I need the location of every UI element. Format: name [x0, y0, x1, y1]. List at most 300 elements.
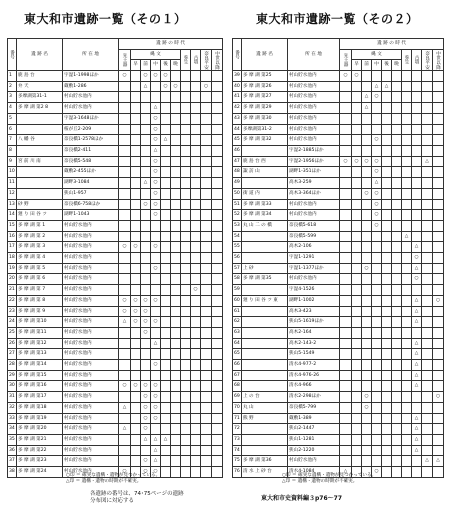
site-name: 街 道 内 [242, 188, 288, 199]
site-name [17, 178, 63, 189]
era-mark: △ [412, 360, 422, 371]
table-row [233, 145, 444, 156]
era-mark [412, 81, 422, 92]
era-mark: ○ [151, 135, 161, 146]
era-mark: △ [412, 349, 422, 360]
era-mark [131, 445, 141, 456]
era-mark [119, 360, 131, 371]
era-mark [191, 178, 201, 189]
era-mark [161, 392, 171, 403]
era-mark [422, 92, 433, 103]
site-number: 3 [8, 92, 17, 103]
era-mark [340, 317, 352, 328]
era-mark [141, 253, 151, 264]
site-location: 清水4-966 [288, 381, 340, 392]
era-mark [372, 124, 382, 135]
era-mark [161, 338, 171, 349]
table-row [233, 113, 444, 124]
era-mark: ○ [151, 360, 161, 371]
site-number: 75 [233, 456, 242, 467]
site-number: 50 [233, 188, 242, 199]
era-mark [131, 360, 141, 371]
era-mark: ○ [141, 295, 151, 306]
era-mark: △ [372, 178, 382, 189]
era-mark [402, 188, 412, 199]
era-mark [433, 113, 444, 124]
era-mark [151, 92, 161, 103]
site-number: 40 [233, 81, 242, 92]
site-number: 13 [8, 199, 17, 210]
era-mark [212, 349, 223, 360]
era-mark: △ [412, 434, 422, 445]
header-preceramic: 先土器 [340, 49, 352, 70]
table-row [233, 338, 444, 349]
era-mark [433, 434, 444, 445]
era-mark [352, 178, 362, 189]
era-mark: △ [382, 81, 392, 92]
era-mark [382, 253, 392, 264]
site-location: 宇湿3-1648ほか [63, 113, 119, 124]
site-number: 58 [233, 274, 242, 285]
era-mark [422, 360, 433, 371]
site-location: 奈良橋5-618 [288, 220, 340, 231]
era-mark [372, 295, 382, 306]
table-row [8, 231, 223, 242]
era-mark [131, 370, 141, 381]
era-mark [151, 253, 161, 264]
era-mark [402, 317, 412, 328]
era-mark [392, 360, 402, 371]
era-mark [402, 113, 412, 124]
site-number: 41 [233, 92, 242, 103]
table-row [233, 392, 444, 403]
site-name: 多 摩 湖 第22 [17, 445, 63, 456]
era-mark [141, 156, 151, 167]
site-number: 67 [233, 370, 242, 381]
era-mark [181, 199, 191, 210]
site-location: 宇湿1-1291 [288, 253, 340, 264]
era-mark: ○ [141, 413, 151, 424]
era-mark [392, 274, 402, 285]
site-location: 高木2-143-2 [288, 338, 340, 349]
era-mark: △ [433, 456, 444, 467]
era-mark: ○ [141, 71, 151, 82]
era-mark [372, 402, 382, 413]
table-row [8, 145, 223, 156]
era-mark [340, 327, 352, 338]
header-site-name: 遺 跡 名 [242, 39, 288, 71]
era-mark [382, 295, 392, 306]
era-mark [362, 360, 372, 371]
site-name [242, 145, 288, 156]
era-mark [119, 274, 131, 285]
era-mark [382, 220, 392, 231]
era-mark [201, 467, 212, 478]
era-mark [402, 210, 412, 221]
site-location: 村山貯水池内 [63, 274, 119, 285]
site-location: 宇湿1-1998ほか [63, 71, 119, 82]
era-mark [201, 327, 212, 338]
site-number: 54 [233, 231, 242, 242]
site-location: 狭山1-1281 [288, 434, 340, 445]
era-mark [340, 242, 352, 253]
era-mark [212, 456, 223, 467]
era-mark [171, 113, 181, 124]
era-mark [161, 220, 171, 231]
era-mark [119, 103, 131, 114]
era-mark [412, 92, 422, 103]
era-mark [433, 338, 444, 349]
era-mark [191, 263, 201, 274]
site-number: 65 [233, 349, 242, 360]
era-mark [131, 81, 141, 92]
site-location: 宇湿1-1377ほか [288, 263, 340, 274]
era-mark [372, 327, 382, 338]
era-mark: ○ [151, 295, 161, 306]
site-location: 奈良橋1-2578ほか [63, 135, 119, 146]
site-location: 村山貯水池内 [63, 306, 119, 317]
era-mark [392, 210, 402, 221]
site-number: 6 [8, 124, 17, 135]
era-mark: ○ [141, 402, 151, 413]
era-mark [131, 424, 141, 435]
header-jomon-chuki: 中 [151, 60, 161, 71]
era-mark [212, 231, 223, 242]
era-mark [362, 456, 372, 467]
era-mark [212, 424, 223, 435]
site-name: 多 摩 湖 第20 [17, 424, 63, 435]
era-mark [191, 231, 201, 242]
table-row [8, 178, 223, 189]
site-name [17, 188, 63, 199]
era-mark [191, 220, 201, 231]
site-number: 69 [233, 392, 242, 403]
era-mark [433, 327, 444, 338]
header-medieval: 中世以降 [433, 49, 444, 70]
era-mark [181, 381, 191, 392]
era-mark [191, 360, 201, 371]
era-mark: △ [412, 242, 422, 253]
site-location: 狭山5-1549 [288, 349, 340, 360]
era-mark [212, 360, 223, 371]
era-mark [191, 434, 201, 445]
site-location: 湖畔1-1002 [288, 295, 340, 306]
era-mark [422, 274, 433, 285]
era-mark [212, 434, 223, 445]
era-mark [191, 92, 201, 103]
era-mark [372, 370, 382, 381]
era-mark [382, 135, 392, 146]
era-mark [433, 242, 444, 253]
site-number: 64 [233, 338, 242, 349]
table-row [233, 92, 444, 103]
header-jomon-koki: 後 [161, 60, 171, 71]
site-name: 多 摩 湖 第10 [17, 317, 63, 328]
site-name: 多 摩 湖 第34 [242, 210, 288, 221]
era-mark [171, 188, 181, 199]
era-mark: △ [161, 434, 171, 445]
era-mark [161, 424, 171, 435]
site-location: 村山貯水池内 [63, 402, 119, 413]
era-mark [171, 178, 181, 189]
era-mark: ○ [141, 456, 151, 467]
era-mark [131, 456, 141, 467]
era-mark [392, 253, 402, 264]
header-nara-heian: 奈良平安 [201, 49, 212, 70]
table-row [233, 274, 444, 285]
site-location: 湖畔1-1043 [63, 210, 119, 221]
table-row [8, 103, 223, 114]
era-mark [201, 360, 212, 371]
era-mark [201, 317, 212, 328]
era-mark [131, 285, 141, 296]
era-mark [412, 103, 422, 114]
site-location: 村山貯水池内 [63, 370, 119, 381]
table-row [233, 349, 444, 360]
era-mark [362, 167, 372, 178]
table-row [8, 113, 223, 124]
era-mark [212, 178, 223, 189]
era-mark [119, 349, 131, 360]
era-mark [372, 274, 382, 285]
site-name: 多 摩 湖 第25 [242, 71, 288, 82]
era-mark [201, 231, 212, 242]
era-mark [422, 220, 433, 231]
era-mark [433, 413, 444, 424]
era-mark [422, 295, 433, 306]
era-mark [181, 210, 191, 221]
era-mark: ○ [141, 381, 151, 392]
era-mark [340, 263, 352, 274]
era-mark [362, 274, 372, 285]
site-name [17, 145, 63, 156]
site-name: 多 摩 湖 第 3 [17, 242, 63, 253]
table-row [8, 135, 223, 146]
era-mark: △ [422, 456, 433, 467]
era-mark [181, 178, 191, 189]
era-mark [382, 317, 392, 328]
era-mark: ○ [161, 71, 171, 82]
era-mark [392, 167, 402, 178]
era-mark [392, 188, 402, 199]
era-mark: ○ [141, 424, 151, 435]
era-mark [161, 124, 171, 135]
era-mark [131, 167, 141, 178]
era-mark: ○ [119, 295, 131, 306]
era-mark: ○ [171, 81, 181, 92]
era-mark [201, 124, 212, 135]
site-location: 蔵敷1-389 [288, 413, 340, 424]
era-mark [352, 434, 362, 445]
site-number: 5 [8, 113, 17, 124]
era-mark [340, 306, 352, 317]
era-mark [119, 199, 131, 210]
era-mark [392, 295, 402, 306]
era-mark [362, 445, 372, 456]
era-mark [412, 402, 422, 413]
era-mark [212, 113, 223, 124]
era-mark [340, 167, 352, 178]
era-mark: △ [141, 178, 151, 189]
era-mark [392, 434, 402, 445]
era-mark: ○ [372, 167, 382, 178]
era-mark [392, 285, 402, 296]
era-mark [392, 424, 402, 435]
site-name: 砂 野 [17, 199, 63, 210]
era-mark [191, 103, 201, 114]
era-mark [191, 113, 201, 124]
site-number: 34 [8, 424, 17, 435]
era-mark [119, 253, 131, 264]
era-mark: △ [340, 467, 352, 478]
era-mark [141, 113, 151, 124]
era-mark: ○ [151, 156, 161, 167]
table-row [8, 71, 223, 82]
era-mark [141, 210, 151, 221]
era-mark [402, 413, 412, 424]
era-mark [161, 445, 171, 456]
header-number: 番号 [8, 39, 17, 71]
site-name: 多 摩 湖 第 4 [17, 253, 63, 264]
era-mark: ○ [412, 274, 422, 285]
era-mark [362, 113, 372, 124]
site-name: 弁 天 [17, 81, 63, 92]
era-mark [161, 92, 171, 103]
header-jomon-zenki: 前 [141, 60, 151, 71]
era-mark [422, 113, 433, 124]
era-mark: ○ [119, 381, 131, 392]
table-row [233, 445, 444, 456]
site-name: 熊 野 [242, 413, 288, 424]
era-mark [161, 360, 171, 371]
legend-2: ○印 ＝ 確実な遺構・遺物が見つかっている。 △印 ＝ 遺構・遺物の時期が不確実。 [282, 473, 377, 484]
table-row [8, 124, 223, 135]
era-mark [352, 145, 362, 156]
table-row [8, 210, 223, 221]
site-name: 清 水 上 砂 台 [242, 467, 288, 478]
era-mark [181, 103, 191, 114]
era-mark [433, 231, 444, 242]
era-mark: ○ [372, 188, 382, 199]
era-mark [352, 327, 362, 338]
era-mark [392, 317, 402, 328]
era-mark: △ [422, 156, 433, 167]
era-mark [402, 295, 412, 306]
era-mark [433, 167, 444, 178]
header-era-group: 遺 跡 の 時 代 [119, 39, 223, 50]
table-row [233, 210, 444, 221]
era-mark [372, 445, 382, 456]
era-mark [422, 231, 433, 242]
table-row [233, 242, 444, 253]
era-mark [161, 285, 171, 296]
map-note: 各遺跡の番号は、74･75ページの遺跡 分布図に対応する [90, 491, 184, 504]
era-mark [212, 103, 223, 114]
era-mark [212, 124, 223, 135]
era-mark [392, 92, 402, 103]
era-mark [402, 456, 412, 467]
site-name [242, 381, 288, 392]
era-mark: △ [151, 338, 161, 349]
site-location: 高木2-106 [288, 242, 340, 253]
era-mark [382, 285, 392, 296]
era-mark [362, 145, 372, 156]
site-number: 27 [8, 349, 17, 360]
era-mark [161, 317, 171, 328]
header-kofun: 古墳 [412, 49, 422, 70]
table-row [233, 71, 444, 82]
site-location: 村山貯水池内 [63, 413, 119, 424]
era-mark [161, 178, 171, 189]
site-number: 37 [8, 456, 17, 467]
site-name: 上 砂 [242, 263, 288, 274]
era-mark [171, 92, 181, 103]
era-mark [181, 445, 191, 456]
era-mark [382, 338, 392, 349]
table-row [8, 317, 223, 328]
era-mark [191, 135, 201, 146]
site-number: 8 [8, 145, 17, 156]
table-row [233, 199, 444, 210]
era-mark: ○ [372, 467, 382, 478]
era-mark [352, 231, 362, 242]
site-location: 村山貯水池内 [63, 285, 119, 296]
era-mark [352, 456, 362, 467]
era-mark [119, 178, 131, 189]
site-number: 30 [8, 381, 17, 392]
header-site-name: 遺 跡 名 [17, 39, 63, 71]
site-name: 多 摩 湖 第2 8 [17, 103, 63, 114]
era-mark [212, 263, 223, 274]
table-row [8, 370, 223, 381]
site-location: 村山貯水池内 [288, 199, 340, 210]
table-row [8, 349, 223, 360]
site-name: 多 摩 湖 第29 [242, 103, 288, 114]
era-mark [171, 349, 181, 360]
era-mark [362, 381, 372, 392]
era-mark: ○ [372, 156, 382, 167]
site-name: 多 摩 湖 第 6 [17, 274, 63, 285]
era-mark [412, 210, 422, 221]
era-mark [161, 413, 171, 424]
era-mark [181, 413, 191, 424]
site-number: 19 [8, 263, 17, 274]
era-mark [119, 113, 131, 124]
era-mark [131, 199, 141, 210]
site-number: 16 [8, 231, 17, 242]
site-location: 村山貯水池内 [288, 113, 340, 124]
era-mark [171, 199, 181, 210]
era-mark [340, 274, 352, 285]
site-location: 奈良橋5-799 [288, 402, 340, 413]
era-mark [191, 456, 201, 467]
era-mark [191, 274, 201, 285]
era-mark [412, 285, 422, 296]
era-mark [212, 370, 223, 381]
era-mark [212, 210, 223, 221]
site-name: 多 摩 湖 第12 [17, 338, 63, 349]
site-name: 多 摩 湖 第36 [242, 456, 288, 467]
era-mark [352, 424, 362, 435]
era-mark [372, 145, 382, 156]
era-mark [141, 135, 151, 146]
era-mark: ○ [352, 71, 362, 82]
era-mark [131, 103, 141, 114]
era-mark [382, 402, 392, 413]
era-mark [433, 220, 444, 231]
era-mark [201, 71, 212, 82]
site-number: 53 [233, 220, 242, 231]
